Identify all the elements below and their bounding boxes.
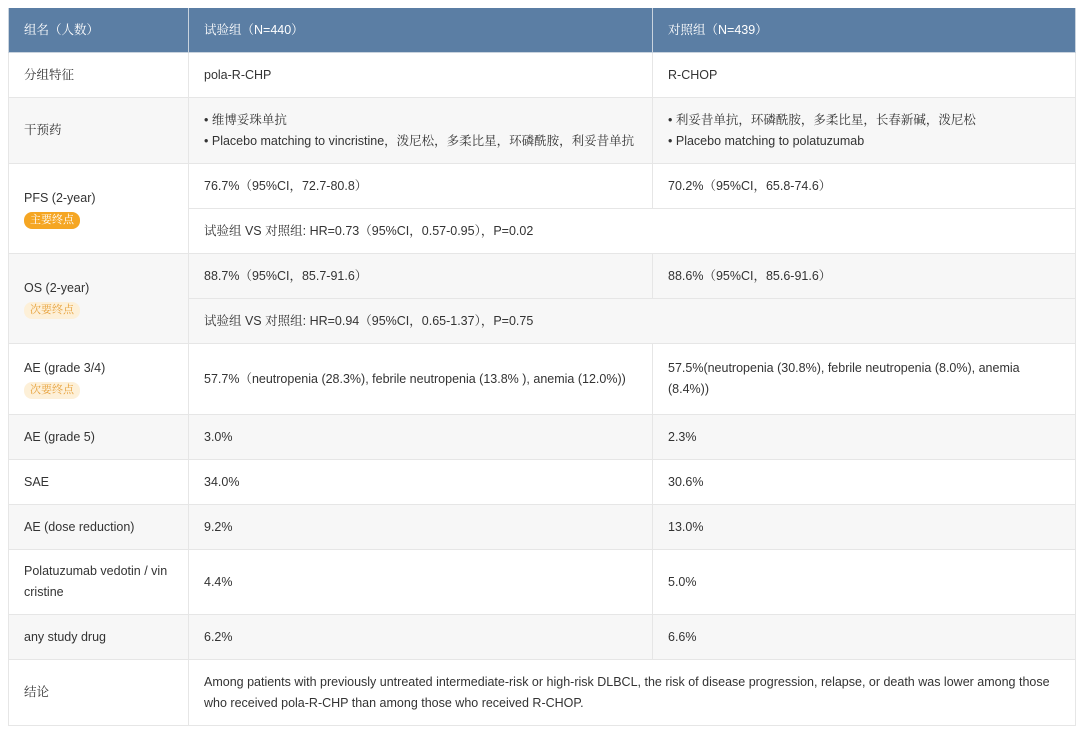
control-cell: 6.6% bbox=[653, 615, 1076, 660]
row-label-text: AE (grade 3/4) bbox=[24, 361, 106, 375]
row-label-text: PFS (2-year) bbox=[24, 190, 96, 205]
row-label bbox=[9, 254, 189, 344]
trial-cell: pola-R-CHP bbox=[189, 53, 653, 98]
row-pfs bbox=[9, 164, 1076, 209]
header-control-group: 对照组（N=439） bbox=[653, 8, 1076, 53]
trial-cell: 9.2% bbox=[189, 505, 653, 550]
list-item: • 利妥昔单抗，环磷酰胺，多柔比星，长春新碱，泼尼松 bbox=[668, 110, 1060, 131]
row-ae-grade-5 bbox=[9, 415, 1076, 460]
secondary-endpoint-badge: 次要终点 bbox=[24, 382, 80, 399]
trial-cell: 57.7%（neutropenia (28.3%), febrile neutropenia (13.8% ), anemia (12.0%)) bbox=[189, 344, 653, 415]
secondary-endpoint-badge: 次要终点 bbox=[24, 302, 80, 319]
control-cell: R-CHOP bbox=[653, 53, 1076, 98]
row-os bbox=[9, 254, 1076, 299]
row-label-line: Polatuzumab vedotin / vin bbox=[24, 564, 168, 578]
trial-cell: 3.0% bbox=[189, 415, 653, 460]
row-ae-dose-reduction bbox=[9, 505, 1076, 550]
row-sae bbox=[9, 460, 1076, 505]
row-label: 分组特征 bbox=[9, 53, 189, 98]
header-row bbox=[9, 8, 1076, 53]
control-cell bbox=[653, 98, 1076, 164]
trial-cell: 34.0% bbox=[189, 460, 653, 505]
control-cell: 13.0% bbox=[653, 505, 1076, 550]
compare-cell: 试验组 VS 对照组: HR=0.94（95%CI，0.65-1.37），P=0.75 bbox=[189, 299, 1076, 344]
row-conclusion bbox=[9, 660, 1076, 726]
row-label: AE (grade 5) bbox=[9, 415, 189, 460]
trial-cell bbox=[189, 98, 653, 164]
primary-endpoint-badge: 主要终点 bbox=[24, 212, 80, 229]
row-label: 干预药 bbox=[9, 98, 189, 164]
list-item: • Placebo matching to vincristine，泼尼松，多柔比星，环磷酰胺，利妥昔单抗 bbox=[204, 131, 637, 152]
control-cell: 2.3% bbox=[653, 415, 1076, 460]
row-ae-grade-3-4 bbox=[9, 344, 1076, 415]
trial-cell: 6.2% bbox=[189, 615, 653, 660]
row-polatuzumab-vincristine bbox=[9, 550, 1076, 615]
control-cell: 57.5%(neutropenia (30.8%), febrile neutropenia (8.0%), anemia (8.4%)) bbox=[653, 344, 1076, 415]
trial-comparison-table bbox=[8, 8, 1076, 726]
row-label: SAE bbox=[9, 460, 189, 505]
row-intervention bbox=[9, 98, 1076, 164]
trial-cell: 88.7%（95%CI，85.7-91.6） bbox=[189, 254, 653, 299]
control-cell: 88.6%（95%CI，85.6-91.6） bbox=[653, 254, 1076, 299]
header-trial-group: 试验组（N=440） bbox=[189, 8, 653, 53]
control-cell: 70.2%（95%CI，65.8-74.6） bbox=[653, 164, 1076, 209]
row-label: AE (dose reduction) bbox=[9, 505, 189, 550]
row-any-study-drug bbox=[9, 615, 1076, 660]
trial-cell: 76.7%（95%CI，72.7-80.8） bbox=[189, 164, 653, 209]
trial-cell: 4.4% bbox=[189, 550, 653, 615]
control-cell: 5.0% bbox=[653, 550, 1076, 615]
row-group-feature bbox=[9, 53, 1076, 98]
row-label-text: OS (2-year) bbox=[24, 280, 90, 295]
row-label bbox=[9, 344, 189, 415]
list-item: • 维博妥珠单抗 bbox=[204, 110, 637, 131]
row-label: 结论 bbox=[9, 660, 189, 726]
control-cell: 30.6% bbox=[653, 460, 1076, 505]
header-group-name: 组名（人数） bbox=[9, 8, 189, 53]
row-label: any study drug bbox=[9, 615, 189, 660]
row-label bbox=[9, 164, 189, 254]
compare-cell: 试验组 VS 对照组: HR=0.73（95%CI，0.57-0.95），P=0.02 bbox=[189, 209, 1076, 254]
conclusion-text: Among patients with previously untreated intermediate-risk or high-risk DLBCL, the risk of disease progression, relapse, or death was lower among those who received pola-R-CHP than among those who received R-CHOP. bbox=[189, 660, 1076, 726]
row-label bbox=[9, 550, 189, 615]
row-label-line: cristine bbox=[24, 585, 64, 599]
list-item: • Placebo matching to polatuzumab bbox=[668, 131, 1060, 152]
